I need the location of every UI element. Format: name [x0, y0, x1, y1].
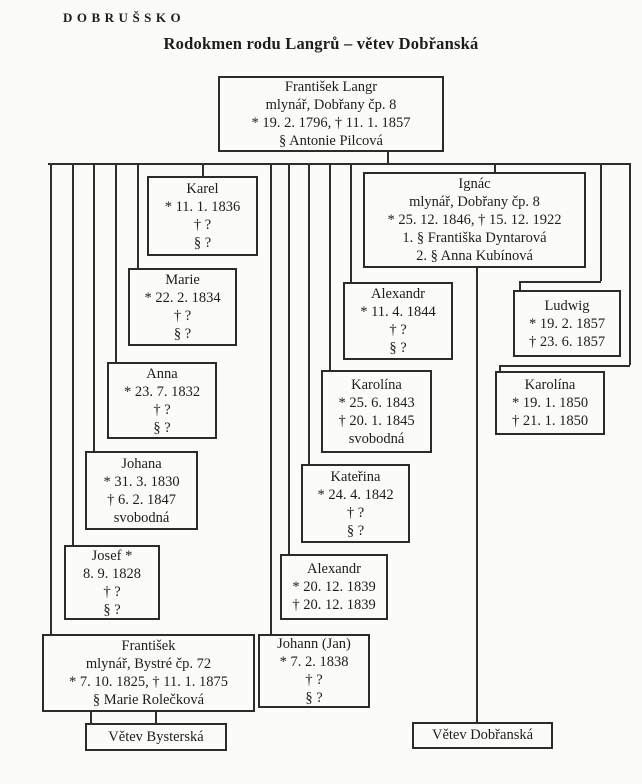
person-dates: * 7. 10. 1825, † 11. 1. 1875 — [69, 674, 228, 690]
person-dates: * 19. 2. 1796, † 11. 1. 1857 — [251, 115, 411, 131]
branch-box-bysterska — [85, 723, 227, 751]
person-spouse-1: 1. § Františka Dyntarová — [402, 230, 547, 246]
person-death: † 23. 6. 1857 — [528, 333, 606, 350]
person-death: † 6. 2. 1847 — [107, 491, 176, 508]
person-birth: * 19. 2. 1857 — [528, 315, 606, 332]
person-spouse: § ? — [153, 419, 171, 436]
connector-line — [115, 163, 117, 362]
person-spouse: § ? — [346, 522, 365, 539]
person-death: † ? — [305, 672, 323, 688]
person-birth: * 23. 7. 1832 — [123, 383, 201, 400]
person-box-johann — [258, 634, 370, 708]
connector-line — [155, 712, 157, 723]
connector-line — [629, 163, 631, 365]
connector-line — [90, 712, 92, 723]
person-death: † 20. 12. 1839 — [292, 597, 376, 613]
person-box-josef — [64, 545, 160, 620]
person-name: Alexandr — [371, 286, 425, 302]
person-birth: * 20. 12. 1839 — [292, 579, 376, 595]
person-birth: * 11. 1. 1836 — [164, 199, 241, 215]
connector-line — [350, 163, 352, 282]
person-name: Karolína — [524, 377, 576, 393]
person-box-frantisek-langr — [218, 76, 444, 152]
person-spouse-2: 2. § Anna Kubínová — [416, 248, 533, 264]
person-spouse: § ? — [103, 601, 121, 618]
person-box-alexandr-1839 — [280, 554, 388, 620]
person-death: † ? — [103, 583, 121, 600]
person-box-karolina-1843 — [321, 370, 432, 453]
person-name: Ludwig — [544, 297, 590, 314]
branch-label: Větev Bysterská — [108, 728, 204, 745]
person-death: † ? — [193, 217, 212, 233]
connector-line — [329, 163, 331, 370]
tree-title: Rodokmen rodu Langrů – větev Dobřanská — [163, 34, 479, 53]
person-box-ludwig — [513, 290, 621, 357]
person-spouse: § ? — [305, 690, 323, 706]
person-birth: * 22. 2. 1834 — [144, 290, 221, 306]
person-name: Josef * — [91, 547, 133, 564]
person-birth: * 24. 4. 1842 — [317, 486, 394, 503]
person-death: † 20. 1. 1845 — [338, 412, 415, 429]
person-occupation: mlynář, Bystré čp. 72 — [85, 656, 212, 672]
person-death: † 21. 1. 1850 — [511, 413, 589, 429]
person-box-marie — [128, 268, 237, 346]
person-death: † ? — [346, 504, 365, 521]
connector-line — [50, 163, 52, 634]
connector-line — [494, 163, 496, 172]
person-spouse: § ? — [389, 340, 407, 356]
person-name: Ignác — [458, 176, 491, 192]
person-birth: * 11. 4. 1844 — [360, 304, 436, 320]
person-name: Karolína — [351, 376, 402, 393]
person-box-frantisek-1825 — [42, 634, 255, 712]
person-box-karolina-1850 — [495, 371, 605, 435]
person-spouse: § Antonie Pilcová — [279, 133, 383, 149]
person-box-katerina — [301, 464, 410, 543]
person-birth: * 7. 2. 1838 — [279, 654, 349, 670]
connector-line — [270, 163, 272, 634]
branch-box-dobranska — [412, 722, 553, 749]
person-name: František Langr — [284, 79, 378, 95]
person-occupation: mlynář, Dobřany čp. 8 — [265, 97, 397, 113]
person-birth: * 19. 1. 1850 — [511, 395, 589, 411]
person-status: svobodná — [348, 430, 405, 447]
person-spouse: § ? — [193, 235, 212, 251]
connector-line — [93, 163, 95, 451]
person-birth: * 25. 6. 1843 — [338, 394, 415, 411]
person-name: Johana — [121, 455, 162, 472]
person-dates: * 25. 12. 1846, † 15. 12. 1922 — [387, 212, 562, 228]
connector-line — [476, 268, 478, 722]
person-occupation: mlynář, Dobřany čp. 8 — [409, 194, 540, 210]
person-death: † ? — [153, 401, 171, 418]
person-name: Karel — [186, 181, 219, 197]
person-box-anna — [107, 362, 217, 439]
person-name: František — [121, 638, 176, 654]
person-status: svobodná — [113, 509, 170, 526]
connector-line — [288, 163, 290, 554]
connector-line — [519, 281, 521, 290]
person-box-ignac — [363, 172, 586, 268]
person-birth: 8. 9. 1828 — [83, 565, 141, 582]
person-spouse: § ? — [173, 326, 192, 342]
person-spouse: § Marie Rolečková — [92, 692, 205, 708]
connector-line — [387, 150, 389, 164]
connector-line — [202, 163, 204, 176]
person-birth: * 31. 3. 1830 — [103, 473, 180, 490]
connector-line — [499, 365, 630, 367]
person-name: Johann (Jan) — [277, 636, 351, 652]
person-name: Kateřina — [330, 468, 381, 485]
person-box-johana — [85, 451, 198, 530]
connector-line — [519, 281, 601, 283]
person-box-karel — [147, 176, 258, 256]
person-name: Marie — [165, 272, 200, 288]
person-death: † ? — [389, 322, 407, 338]
person-name: Alexandr — [307, 561, 361, 577]
region-label: DOBRUŠSKO — [63, 10, 186, 25]
person-box-alexandr-1844 — [343, 282, 453, 360]
connector-line — [308, 163, 310, 464]
connector-line — [48, 163, 630, 165]
connector-line — [72, 163, 74, 545]
person-death: † ? — [173, 308, 192, 324]
branch-label: Větev Dobřanská — [431, 727, 534, 743]
connector-line — [137, 163, 139, 268]
connector-line — [600, 163, 602, 281]
person-name: Anna — [146, 365, 178, 382]
